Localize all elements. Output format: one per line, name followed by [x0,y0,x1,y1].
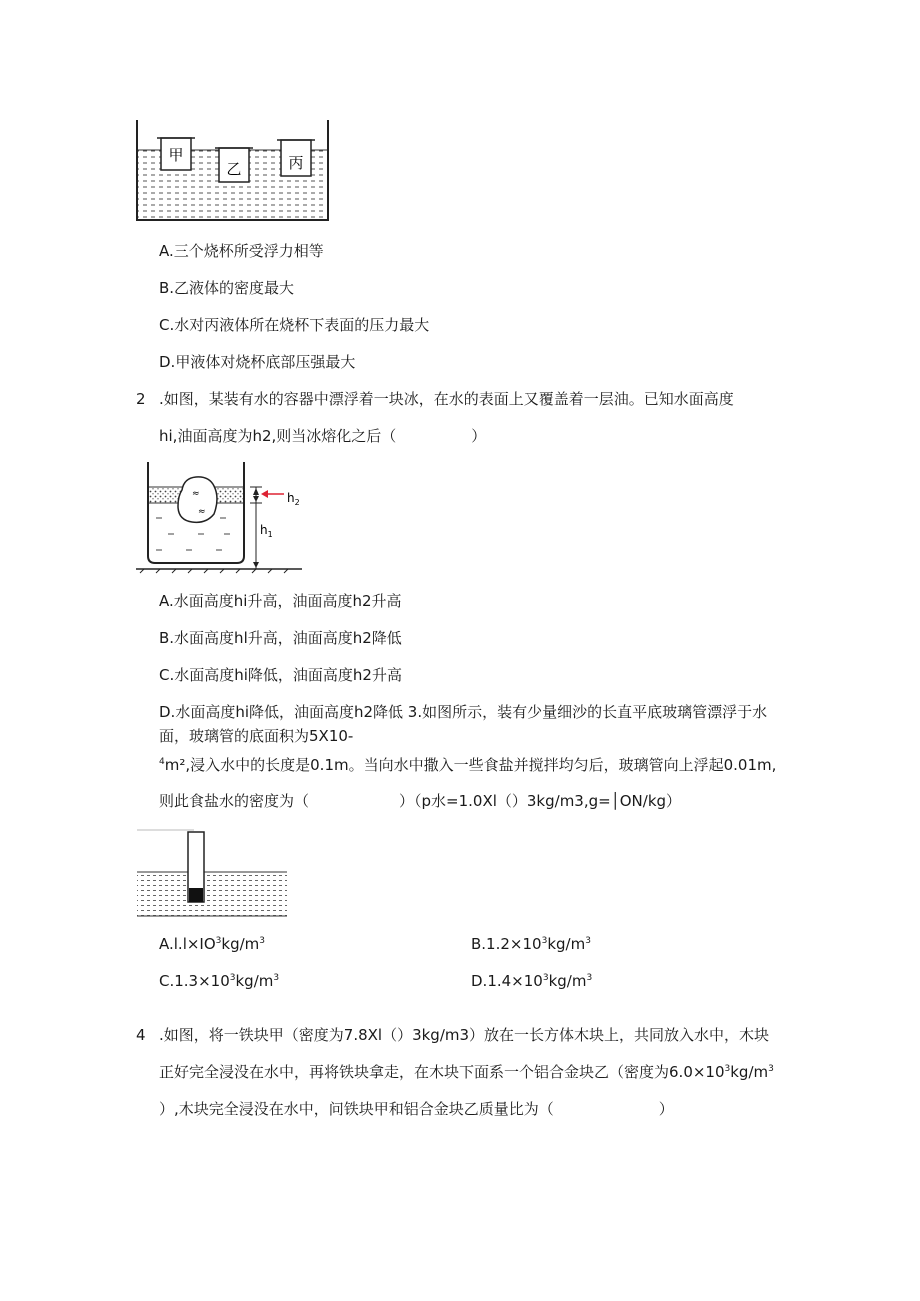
beaker-jia [157,138,195,170]
q1-option-b: B.乙液体的密度最大 [159,279,295,297]
figure-three-beakers [134,118,334,224]
figure-ice-oil-water [134,460,304,574]
beaker-bing [277,140,315,176]
q3-option-a: $A.l.l\times IO^3kg∕m^3$ [159,935,266,953]
q2-stem-line1: .如图，某装有水的容器中漂浮着一块冰，在水的表面上又覆盖着一层油。已知水面高度 [159,390,734,408]
q3-option-d: $D.1.4\times 10^3kg∕m^3$ [471,972,593,990]
q2-option-c: C.水面高度hi降低，油面高度h2升高 [159,666,402,684]
q2-option-b: B.水面高度hl升高，油面高度h2降低 [159,629,402,647]
q3-stem-line2: $^4$m²,浸入水中的长度是0.1m。当向水中撒入一些食盐并搅拌均匀后，玻璃管向上浮起0.01m, [159,756,777,774]
beaker-label: 乙 [226,160,242,178]
beaker-label: 丙 [288,154,304,172]
q4-stem-line2: 正好完全浸没在水中，再将铁块拿走，在木块下面系一个铝合金块乙（密度为$6.0\times 10^3kg∕m^3$ [159,1063,774,1081]
q1-option-a: A.三个烧杯所受浮力相等 [159,242,324,260]
beaker-label: 甲 [168,146,184,164]
svg-text:≈: ≈ [192,489,200,499]
q1-option-d: D.甲液体对烧杯底部压强最大 [159,353,356,371]
q4-number: 4 [136,1026,146,1044]
svg-text:≈: ≈ [198,507,206,517]
label-h1: $h_1$ [260,523,273,539]
q2-stem-line2: hi,油面高度为h2,则当冰熔化之后（ ） [159,427,487,445]
beaker-yi [215,148,253,182]
q3-stem-line3: 则此食盐水的密度为（ ）（p水=1.0Xl（）3kg∕m3,g=│ON∕kg） [159,792,682,810]
q4-stem-line1: .如图，将一铁块甲（密度为7.8Xl（）3kg∕m3）放在一长方体木块上，共同放入水中，木块 [159,1026,770,1044]
q3-option-b: $B.1.2\times 10^3kg∕m^3$ [471,935,591,953]
q3-option-c: $C.1.3\times 10^3kg∕m^3$ [159,972,280,990]
q2-number: 2 [136,390,146,408]
label-h2: $h_2$ [287,491,300,507]
q2-option-a: A.水面高度hi升高，油面高度h2升高 [159,592,402,610]
figure-glass-tube [134,828,290,918]
q3-stem-line1: 面，玻璃管的底面积为5X10- [159,727,354,745]
q2-option-d-q3-start: D.水面高度hi降低，油面高度h2降低 3.如图所示，装有少量细沙的长直平底玻璃管漂浮于水 [159,703,768,721]
q1-option-c: C.水对丙液体所在烧杯下表面的压力最大 [159,316,430,334]
q4-stem-line3: ）,木块完全浸没在水中，问铁块甲和铝合金块乙质量比为（ ） [159,1100,674,1118]
